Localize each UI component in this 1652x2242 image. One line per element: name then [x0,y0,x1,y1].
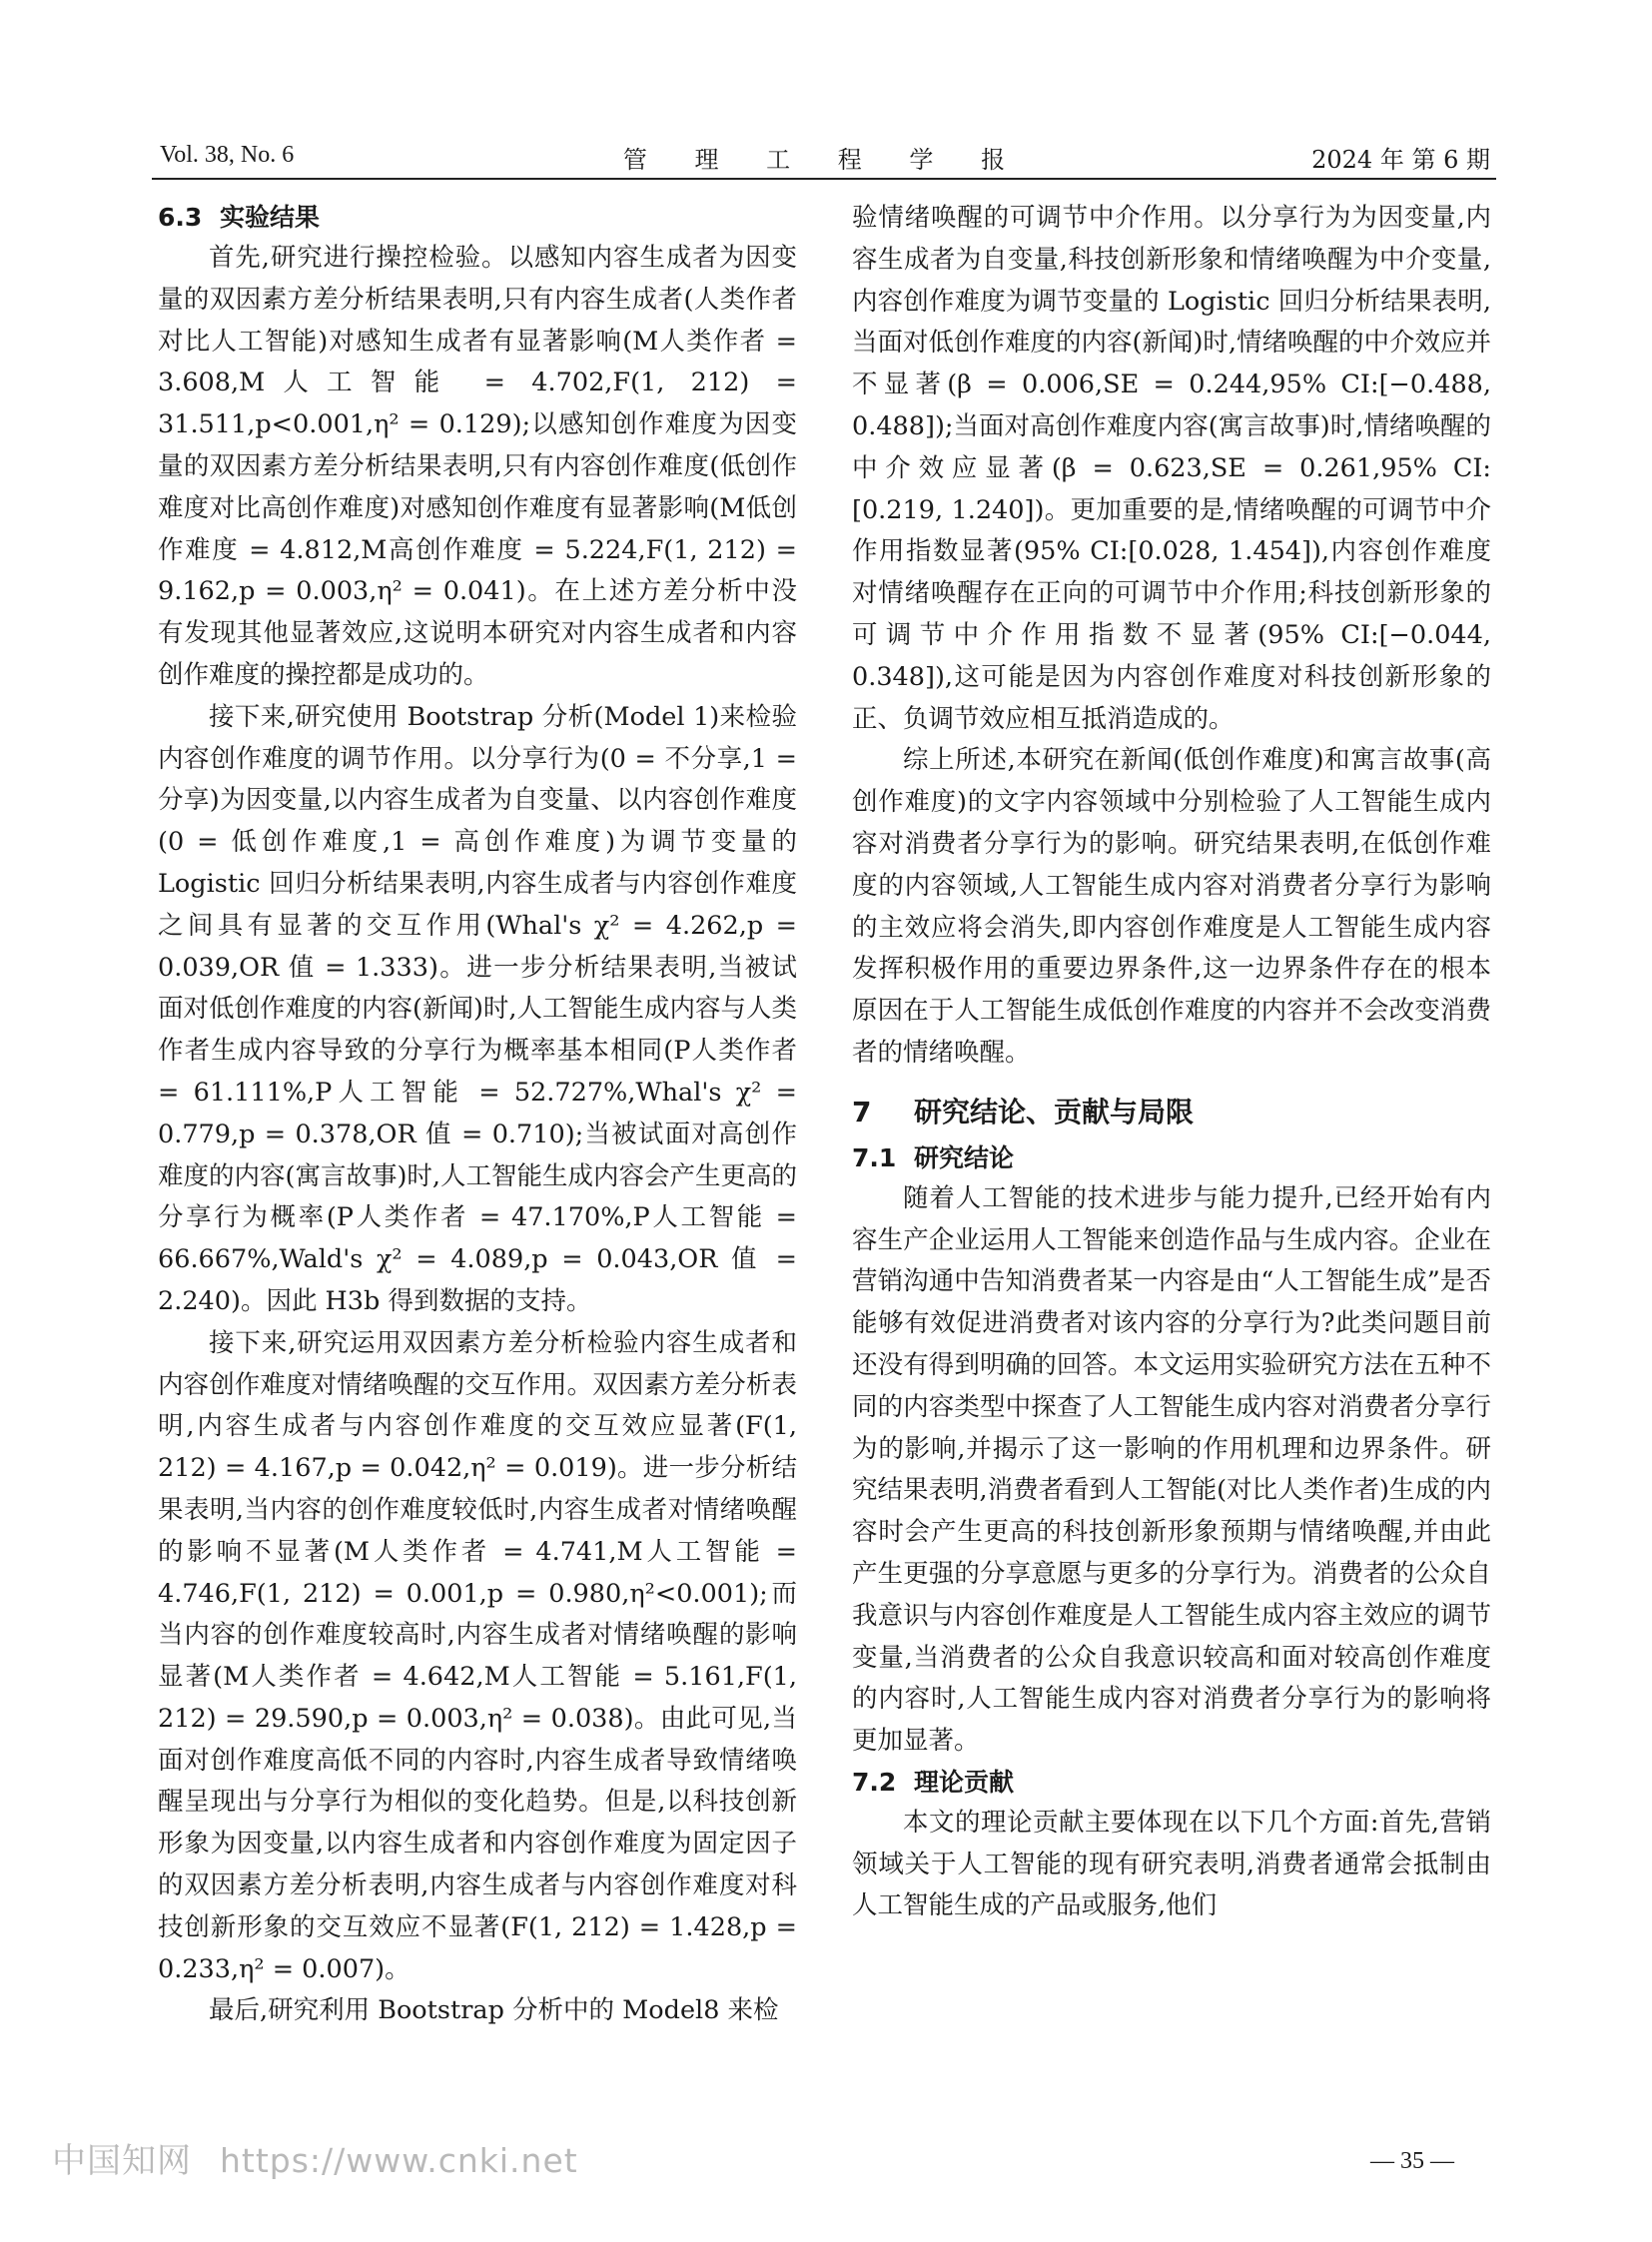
section-number: 7.2 [852,1767,897,1797]
paragraph-conclusions: 随着人工智能的技术进步与能力提升,已经开始有内容生产企业运用人工智能来创造作品与生成内容。企业在营销沟通中告知消费者某一内容是由“人工智能生成”是否能够有效促进消费者对该内容的分享行为?此类问题目前还没有得到明确的回答。本文运用实验研究方法在五种不同的内容类型中探查了人工智能生成内容对消费者分享行为的影响,并揭示了这一影响的作用机理和边界条件。研究结果表明,消费者看到人工智能(对比人类作者)生成的内容时会产生更高的科技创新形象预期与情绪唤醒,并由此产生更强的分享意愿与更多的分享行为。消费者的公众自我意识与内容创作难度是人工智能生成内容主效应的调节变量,当消费者的公众自我意识较高和面对较高创作难度的内容时,人工智能生成内容对消费者分享行为的影响将更加显著。 [852,1182,1492,1757]
section-heading-6-3 [158,198,797,238]
section-title: 实验结果 [220,203,321,232]
section-number: 7.1 [852,1142,897,1172]
right-column [852,198,1491,1927]
running-header [152,138,1496,180]
section-title: 研究结论、贡献与局限 [914,1095,1195,1128]
paragraph-model8-start: 最后,研究利用 Bootstrap 分析中的 Model8 来检 [209,1995,779,2026]
paragraph-theoretical-contribution: 本文的理论贡献主要体现在以下几个方面:首先,营销领域关于人工智能的现有研究表明,消费者通常会抵制由人工智能生成的产品或服务,他们 [852,1807,1491,1921]
paragraph-manipulation-check: 首先,研究进行操控检验。以感知内容生成者为因变量的双因素方差分析结果表明,只有内容生成者(人类作者对比人工智能)对感知生成者有显著影响(M人类作者 = 3.608,M人工智能 = 4.702,F(1, 212) = 31.511,p<0.001,η² = 0.129);以感知创作难度为因变量的双因素方差分析结果表明,只有内容创作难度(低创作难度对比高创作难度)对感知创作难度有显著影响(M低创作难度 = 4.812,M高创作难度 = 5.224,F(1, 212) = 9.162,p = 0.003,η² = 0.041)。在上述方差分析中没有发现其他显著效应,这说明本研究对内容生成者和内容创作难度的操控都是成功的。 [158,243,797,690]
section-title: 理论贡献 [914,1767,1015,1797]
watermark-brand: 中国知网 [52,2141,192,2181]
year-issue: 2024 年 第 6 期 [1311,146,1490,174]
section-heading-7-2 [852,1763,1491,1803]
paragraph-moderated-mediation: 验情绪唤醒的可调节中介作用。以分享行为为因变量,内容生成者为自变量,科技创新形象和情绪唤醒为中介变量,内容创作难度为调节变量的 Logistic 回归分析结果表明,当面对低创作难度的内容(新闻)时,情绪唤醒的中介效应并不显著(β = 0.006,SE = 0.244,95% CI:[−0.488, 0.488]);当面对高创作难度内容(寓言故事)时,情绪唤醒的中介效应显著(β = 0.623,SE = 0.261,95% CI:[0.219, 1.240])。更加重要的是,情绪唤醒的可调节中介作用指数显著(95% CI:[0.028, 1.454]),内容创作难度对情绪唤醒存在正向的可调节中介作用;科技创新形象的可调节中介作用指数不显著(95% CI:[−0.044, 0.348]),这可能是因为内容创作难度对科技创新形象的正、负调节效应相互抵消造成的。 [852,203,1492,734]
journal-title: 管 理 工 程 学 报 [622,146,1026,174]
paragraph-arousal-interaction: 接下来,研究运用双因素方差分析检验内容生成者和内容创作难度对情绪唤醒的交互作用。双因素方差分析表明,内容生成者与内容创作难度的交互效应显著(F(1, 212) = 4.167,p = 0.042,η² = 0.019)。进一步分析结果表明,当内容的创作难度较低时,内容生成者对情绪唤醒的影响不显著(M人类作者 = 4.741,M人工智能 = 4.746,F(1, 212) = 0.001,p = 0.980,η²<0.001);而当内容的创作难度较高时,内容生成者对情绪唤醒的影响显著(M人类作者 = 4.642,M人工智能 = 5.161,F(1, 212) = 29.590,p = 0.003,η² = 0.038)。由此可见,当面对创作难度高低不同的内容时,内容生成者导致情绪唤醒呈现出与分享行为相似的变化趋势。但是,以科技创新形象为因变量,以内容生成者和内容创作难度为固定因子的双因素方差分析表明,内容生成者与内容创作难度对科技创新形象的交互效应不显著(F(1, 212) = 1.428,p = 0.233,η² = 0.007)。 [158,1327,797,1984]
cnki-watermark [52,2133,578,2182]
left-column [158,198,797,2032]
watermark-url: https://www.cnki.net [220,2141,578,2180]
paragraph-moderation-analysis: 接下来,研究使用 Bootstrap 分析(Model 1)来检验内容创作难度的调节作用。以分享行为(0 = 不分享,1 = 分享)为因变量,以内容生成者为自变量、以内容创作难度(0 = 低创作难度,1 = 高创作难度)为调节变量的 Logistic 回归分析结果表明,内容生成者与内容创作难度之间具有显著的交互作用(Whal's χ² = 4.262,p = 0.039,OR 值 = 1.333)。进一步分析结果表明,当被试面对低创作难度的内容(新闻)时,人工智能生成内容与人类作者生成内容导致的分享行为概率基本相同(P人类作者 = 61.111%,P人工智能 = 52.727%,Whal's χ² = 0.779,p = 0.378,OR 值 = 0.710);当被试面对高创作难度的内容(寓言故事)时,人工智能生成内容会产生更高的分享行为概率(P人类作者 = 47.170%,P人工智能 = 66.667%,Wald's χ² = 4.089,p = 0.043,OR 值 = 2.240)。因此 H3b 得到数据的支持。 [158,701,798,1316]
section-number: 7 [852,1095,872,1128]
section-heading-7-1 [852,1138,1491,1178]
page-number: — 35 — [1370,2148,1454,2174]
section-title: 研究结论 [914,1142,1015,1172]
volume-issue: Vol. 38, No. 6 [160,142,295,168]
paragraph-summary: 综上所述,本研究在新闻(低创作难度)和寓言故事(高创作难度)的文字内容领域中分别检验了人工智能生成内容对消费者分享行为的影响。研究结果表明,在低创作难度的内容领域,人工智能生成内容对消费者分享行为影响的主效应将会消失,即内容创作难度是人工智能生成内容发挥积极作用的重要边界条件,这一边界条件存在的根本原因在于人工智能生成低创作难度的内容并不会改变消费者的情绪唤醒。 [852,745,1491,1068]
section-heading-7 [852,1089,1491,1136]
section-number: 6.3 [158,203,203,232]
